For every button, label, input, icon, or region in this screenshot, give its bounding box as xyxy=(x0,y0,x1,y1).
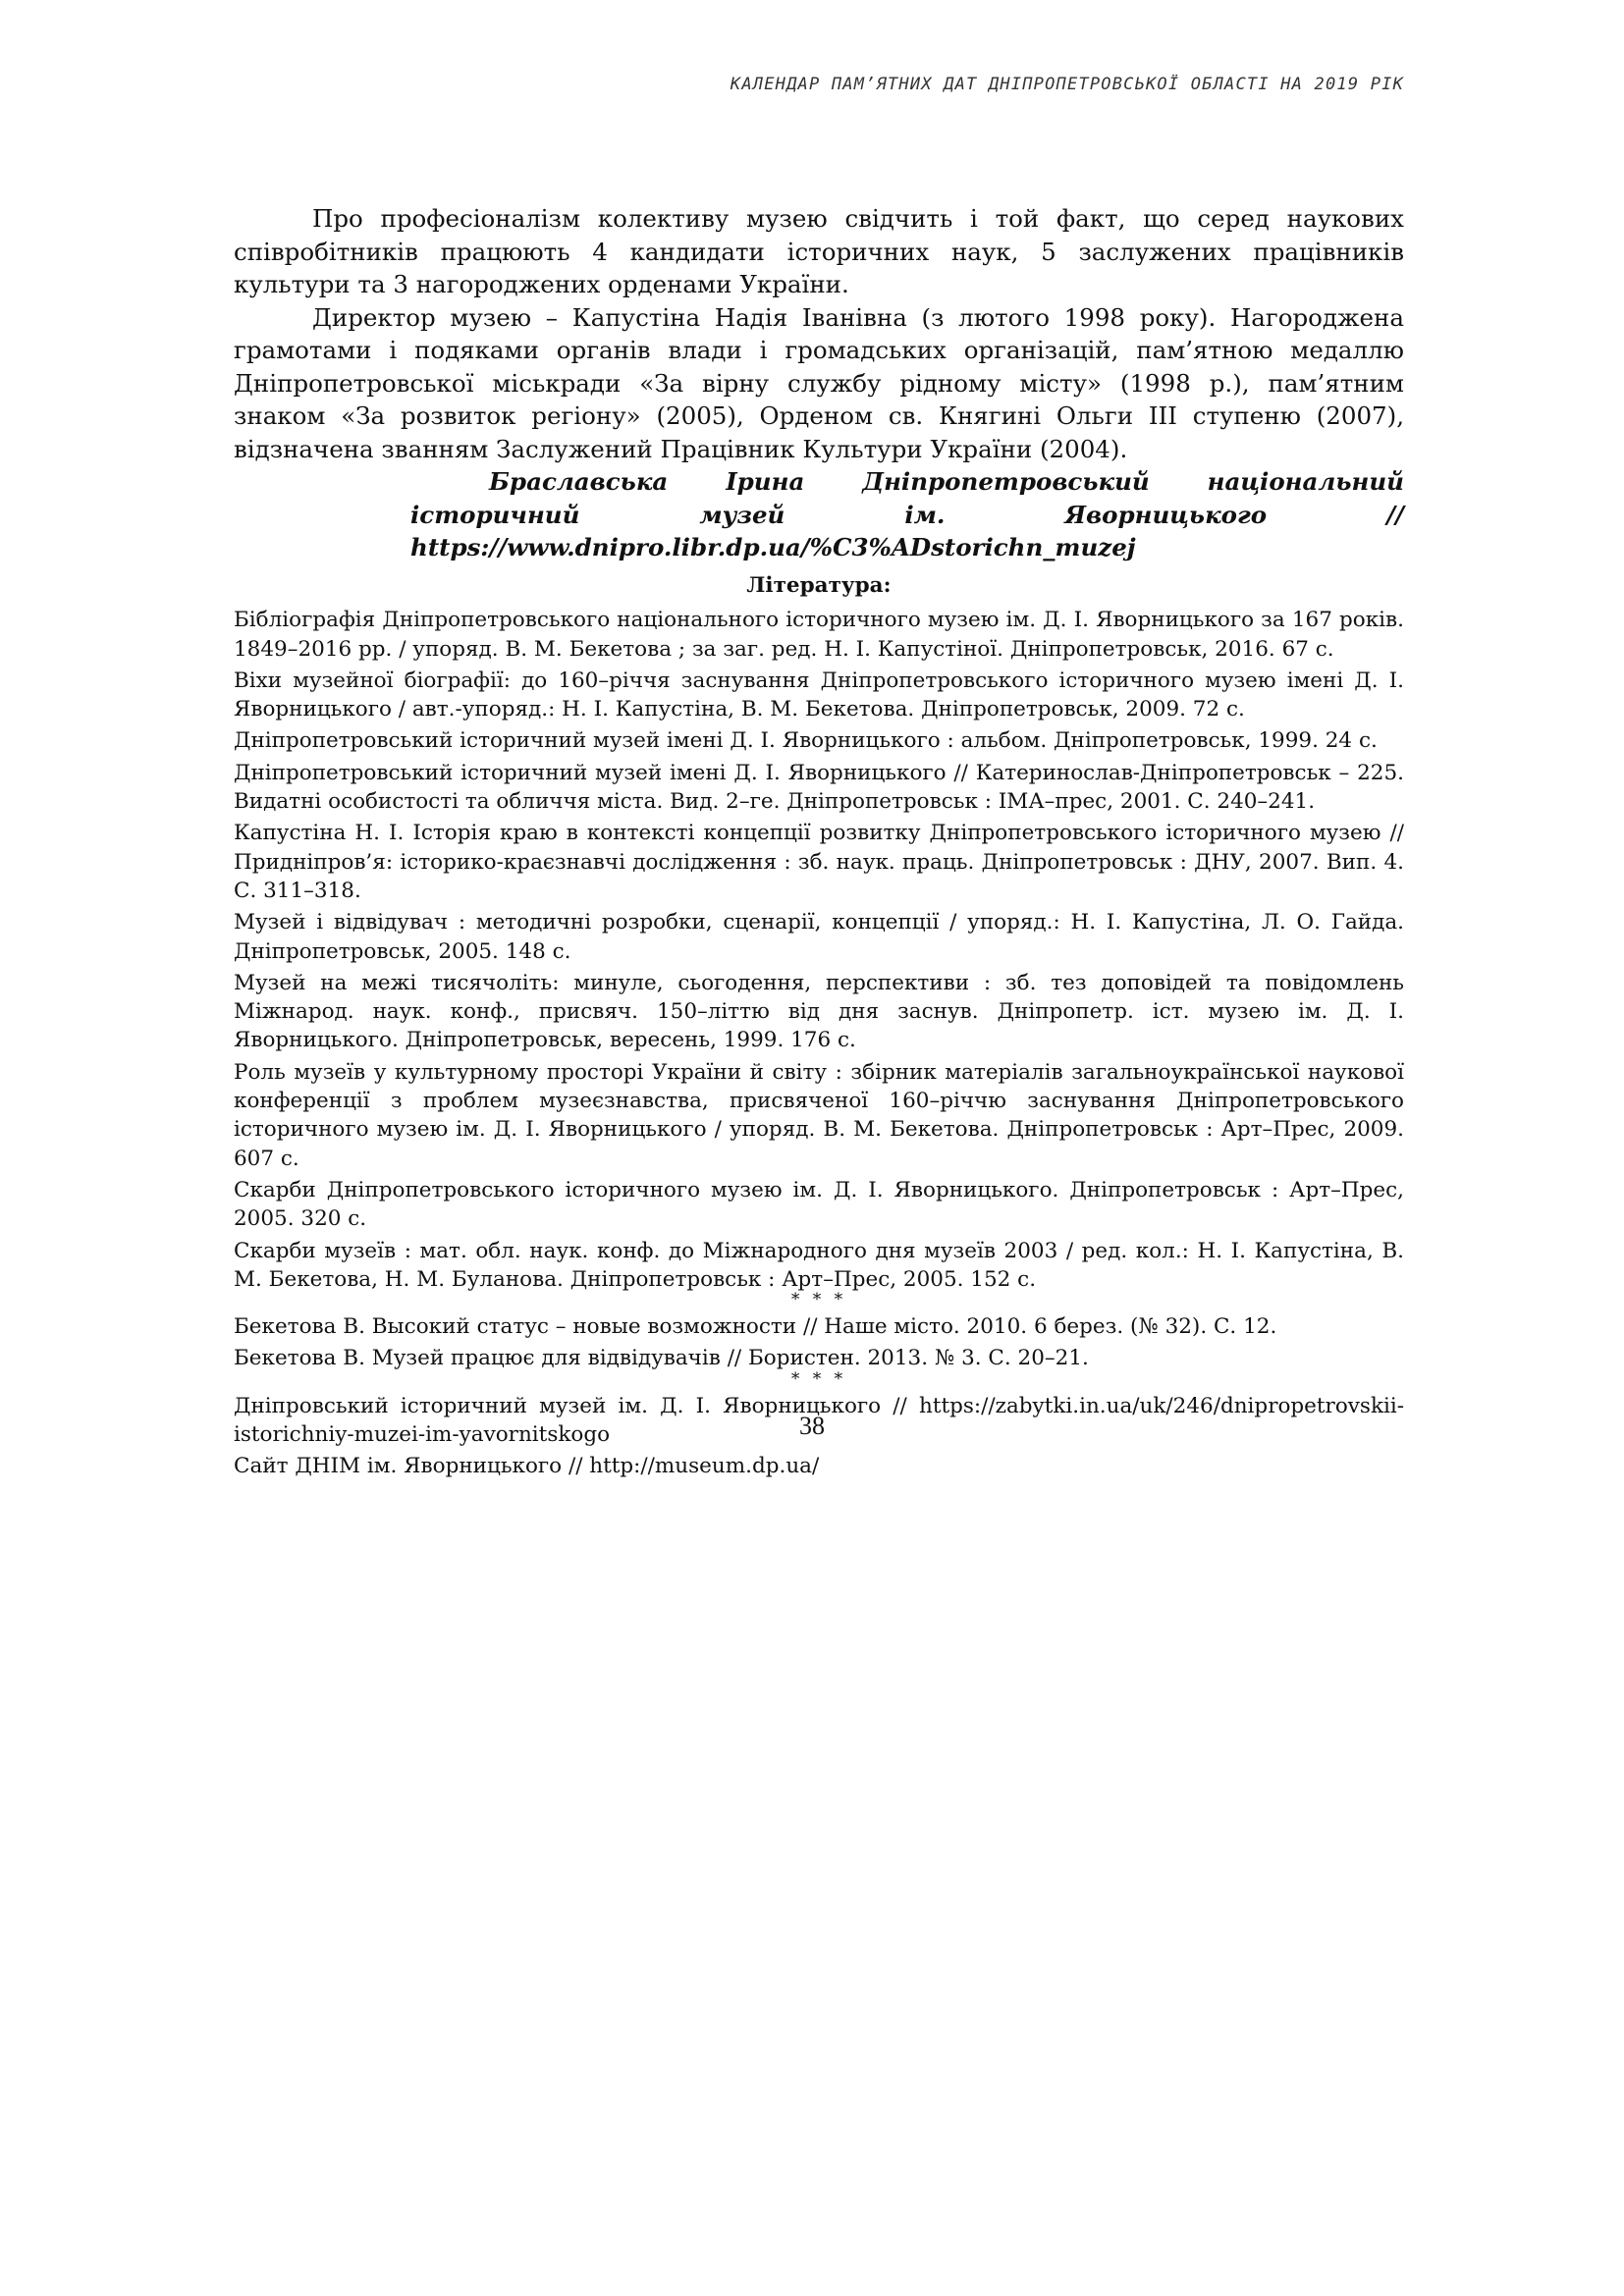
body-paragraph: Директор музею – Капустіна Надія Іванівна (з лютого 1998 року). Нагороджена грамотами і подяками органів влади і громадських організацій, пам’ятною медаллю Дніпропетровської міськради «За вірну службу рідному місту» (1998 р.), пам’ятним знаком «За розвиток регіону» (2005), Орденом св. Княгині Ольги ІІІ ступеню (2007), відзначена званням Заслужений Працівник Культури України (2004). xyxy=(234,302,1404,463)
literature-entry: Музей на межі тисячоліть: минуле, сьогодення, перспективи : зб. тез доповідей та повідомлень Міжнарод. наук. конф., присвяч. 150–літтю від дня заснув. Дніпропетр. іст. музею ім. Д. І. Яворницького. Дніпропетровськ, вересень, 1999. 176 с. xyxy=(234,970,1404,1053)
page-number: 38 xyxy=(799,1412,825,1440)
literature-entry: Віхи музейної біографії: до 160–річчя заснування Дніпропетровського історичного музею імені Д. І. Яворницького / авт.-упоряд.: Н. І. Капустіна, В. М. Бекетова. Дніпропетровськ, 2009. 72 с. xyxy=(234,667,1404,722)
literature-entry: Бібліографія Дніпропетровського національного історичного музею ім. Д. І. Яворницького за 167 років. 1849–2016 рр. / упоряд. В. М. Бекетова ; за заг. ред. Н. І. Капустіної. Дніпропетровськ, 2016. 67 с. xyxy=(234,608,1404,662)
literature-section xyxy=(234,571,1404,1484)
author-signature: Браславська Ірина Дніпропетровський національний історичний музей ім. Яворницького // https://www.dnipro.libr.dp.ua/%C3%ADstorichn_muzej xyxy=(410,467,1404,561)
literature-entry: Роль музеїв у культурному просторі України й світу : збірник матеріалів загальноукраїнської наукової конференції з проблем музеєзнавства, присвяченої 160–річчю заснування Дніпропетровського історичного музею ім. Д. І. Яворницького / упоряд. В. М. Бекетова. Дніпропетровськ : Арт–Прес, 2009. 607 с. xyxy=(234,1059,1404,1171)
body-paragraph: Про професіоналізм колективу музею свідчить і той факт, що серед наукових співробітників працюють 4 кандидати історичних наук, 5 заслужених працівників культури та 3 нагороджених орденами України. xyxy=(234,204,1404,298)
literature-entry: Капустіна Н. І. Історія краю в контексті концепції розвитку Дніпропетровського історичного музею // Придніпров’я: історико-краєзнавчі дослідження : зб. наук. праць. Дніпропетровськ : ДНУ, 2007. Вип. 4. С. 311–318. xyxy=(234,821,1404,903)
running-header: КАЛЕНДАР ПАМ’ЯТНИХ ДАТ ДНІПРОПЕТРОВСЬКОЇ ОБЛАСТІ НА 2019 РІК xyxy=(730,75,1404,94)
section-separator: * * * xyxy=(790,1290,847,1310)
literature-entry: Дніпропетровський історичний музей імені Д. І. Яворницького // Катеринослав-Дніпропетровськ – 225. Видатні особистості та обличчя міста. Вид. 2–ге. Дніпропетровськ : ІМА–прес, 2001. С. 240–241. xyxy=(234,760,1404,815)
literature-entry: Бекетова В. Музей працює для відвідувачів // Бористен. 2013. № 3. С. 20–21. xyxy=(234,1346,1089,1371)
literature-entry: Сайт ДНІМ ім. Яворницького // http://museum.dp.ua/ xyxy=(234,1454,820,1479)
literature-entry: Скарби Дніпропетровського історичного музею ім. Д. І. Яворницького. Дніпропетровськ : Арт–Прес, 2005. 320 с. xyxy=(234,1177,1404,1232)
literature-entry: Музей і відвідувач : методичні розробки, сценарії, концепції / упоряд.: Н. І. Капустіна, Л. О. Гайда. Дніпропетровськ, 2005. 148 с. xyxy=(234,910,1404,964)
literature-entry: Дніпровський історичний музей ім. Д. І. Яворницького // https://zabytki.in.ua/uk/246/dnipropetrovskii-istorichniy-muzei-im-yavornitskogo xyxy=(234,1393,1404,1448)
main-text xyxy=(234,202,1404,564)
section-separator: * * * xyxy=(790,1368,847,1389)
literature-entry: Скарби музеїв : мат. обл. наук. конф. до Міжнародного дня музеїв 2003 / ред. кол.: Н. І. Капустіна, В. М. Бекетова, Н. М. Буланова. Дніпропетровськ : Арт–Прес, 2005. 152 с. xyxy=(234,1238,1404,1292)
literature-entry: Бекетова В. Высокий статус – новые возможности // Наше місто. 2010. 6 берез. (№ 32). С. 12. xyxy=(234,1314,1277,1340)
literature-heading: Література: xyxy=(746,573,892,598)
literature-entry: Дніпропетровський історичний музей імені Д. І. Яворницького : альбом. Дніпропетровськ, 1999. 24 с. xyxy=(234,728,1378,754)
